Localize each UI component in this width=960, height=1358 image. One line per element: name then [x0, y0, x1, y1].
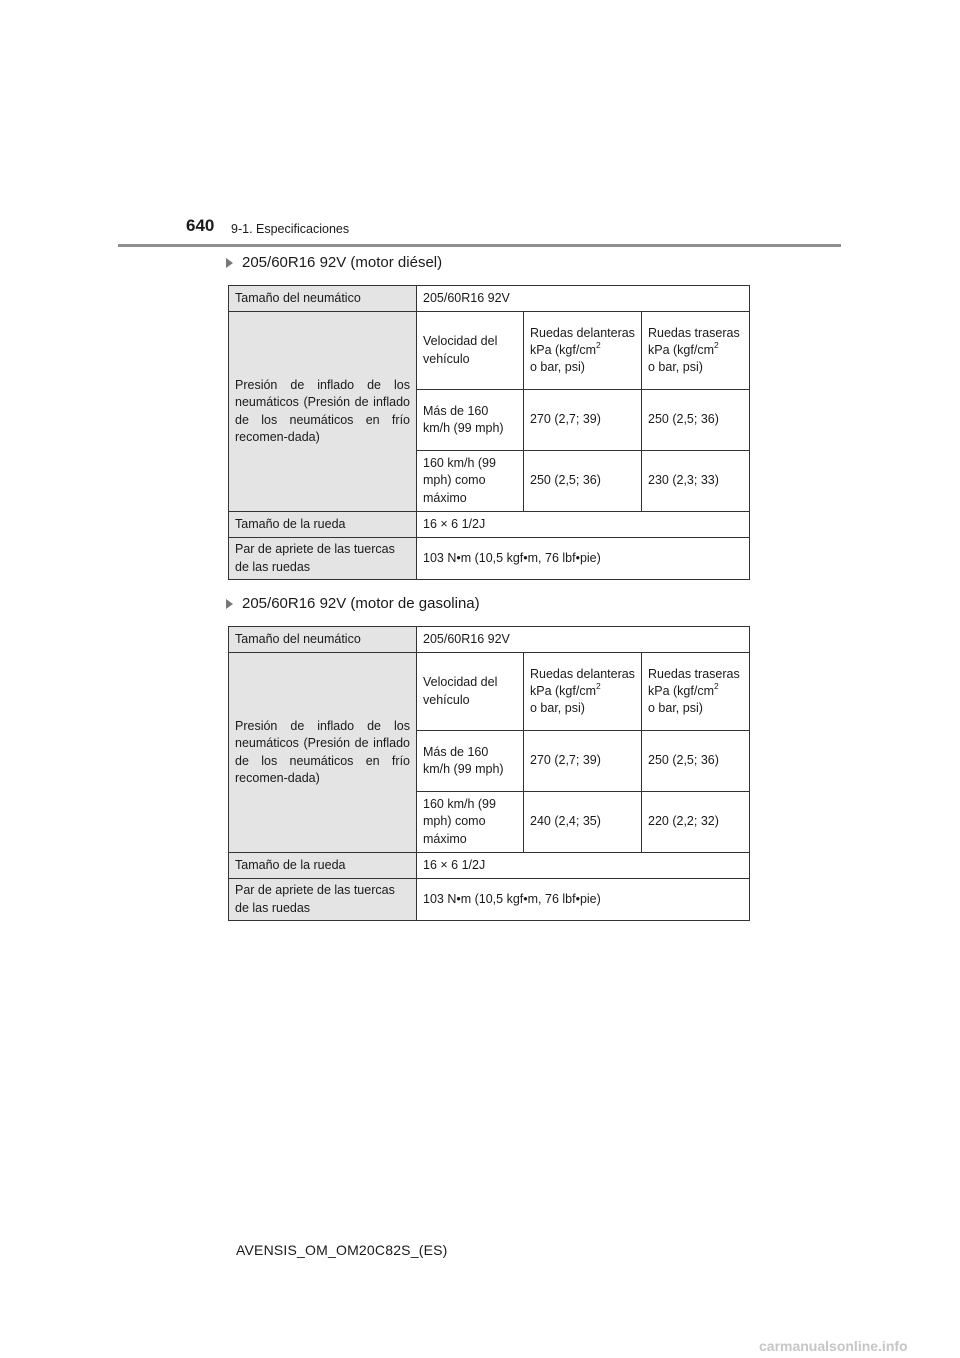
rear-pressure-cell: 220 (2,2; 32): [642, 792, 750, 853]
table-row: [229, 286, 750, 312]
table-row: [229, 512, 750, 538]
col-rear-header: Ruedas traseras kPa ($kgf/cm^2$ o bar, psi): [642, 312, 750, 390]
section-heading-diesel: [226, 254, 442, 271]
wheel-size-label: Tamaño de la rueda: [229, 512, 417, 538]
torque-label: Par de apriete de las tuercas de las ruedas: [229, 879, 417, 921]
pressure-label: Presión de inflado de los neumáticos (Presión de inflado de los neumáticos en frío recomen-dada): [229, 312, 417, 512]
col-speed-header: Velocidad del vehículo: [417, 312, 524, 390]
heading-text: 205/60R16 92V (motor de gasolina): [242, 595, 480, 612]
spec-table-gasoline: [228, 626, 750, 921]
front-pressure-cell: 240 (2,4; 35): [524, 792, 642, 853]
table-row: [229, 627, 750, 653]
page-number: 640: [186, 216, 215, 235]
front-pressure-cell: 270 (2,7; 39): [524, 731, 642, 792]
col-speed-header: Velocidad del vehículo: [417, 653, 524, 731]
wheel-size-value: 16 × 6 1/2J: [417, 512, 750, 538]
torque-label: Par de apriete de las tuercas de las ruedas: [229, 538, 417, 580]
spec-table-diesel: [228, 285, 750, 580]
document-code: AVENSIS_OM_OM20C82S_(ES): [236, 1242, 448, 1258]
col-rear-header: Ruedas traseras kPa ($kgf/cm^2$ o bar, psi): [642, 653, 750, 731]
speed-cell: Más de 160 km/h (99 mph): [417, 390, 524, 451]
table-row: [229, 879, 750, 921]
speed-cell: 160 km/h (99 mph) como máximo: [417, 451, 524, 512]
speed-cell: Más de 160 km/h (99 mph): [417, 731, 524, 792]
wheel-size-label: Tamaño de la rueda: [229, 853, 417, 879]
heading-text: 205/60R16 92V (motor diésel): [242, 254, 443, 271]
triangle-bullet-icon: [226, 599, 233, 609]
rear-pressure-cell: 230 (2,3; 33): [642, 451, 750, 512]
torque-value: 103 N•m (10,5 kgf•m, 76 lbf•pie): [417, 538, 750, 580]
wheel-size-value: 16 × 6 1/2J: [417, 853, 750, 879]
speed-cell: 160 km/h (99 mph) como máximo: [417, 792, 524, 853]
table-row: [229, 312, 750, 390]
watermark: carmanualsonline.info: [759, 1338, 908, 1354]
table-row: [229, 538, 750, 580]
torque-value: 103 N•m (10,5 kgf•m, 76 lbf•pie): [417, 879, 750, 921]
front-pressure-cell: 270 (2,7; 39): [524, 390, 642, 451]
tire-size-label: Tamaño del neumático: [229, 286, 417, 312]
header-divider: [118, 244, 841, 247]
tire-size-label: Tamaño del neumático: [229, 627, 417, 653]
section-heading-gasoline: [226, 595, 480, 612]
tire-size-value: 205/60R16 92V: [417, 286, 750, 312]
front-pressure-cell: 250 (2,5; 36): [524, 451, 642, 512]
rear-pressure-cell: 250 (2,5; 36): [642, 731, 750, 792]
pressure-label: Presión de inflado de los neumáticos (Presión de inflado de los neumáticos en frío recomen-dada): [229, 653, 417, 853]
col-front-header: Ruedas delanteras kPa ($kgf/cm^2$ o bar, psi): [524, 653, 642, 731]
table-row: [229, 853, 750, 879]
rear-pressure-cell: 250 (2,5; 36): [642, 390, 750, 451]
col-front-header: Ruedas delanteras kPa ($kgf/cm^2$ o bar, psi): [524, 312, 642, 390]
section-title: 9-1. Especificaciones: [231, 222, 350, 236]
table-row: [229, 653, 750, 731]
tire-size-value: 205/60R16 92V: [417, 627, 750, 653]
triangle-bullet-icon: [226, 258, 233, 268]
